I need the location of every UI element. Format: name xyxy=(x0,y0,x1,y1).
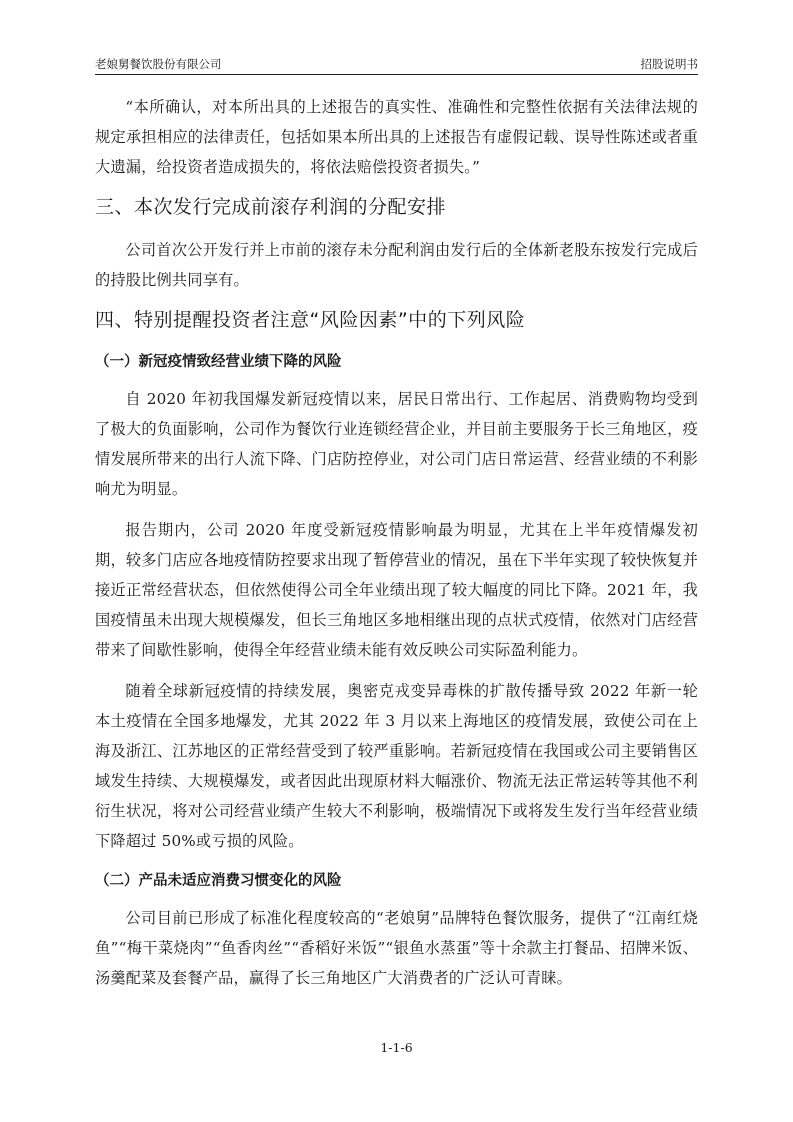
subsection-1-heading: （一）新冠疫情致经营业绩下降的风险 xyxy=(95,354,342,370)
section-4-heading: 四、特别提醒投资者注意“风险因素”中的下列风险 xyxy=(95,309,526,331)
page-number: 1-1-6 xyxy=(380,1040,413,1055)
subsection-1-paragraph-1: 自 2020 年初我国爆发新冠疫情以来，居民日常出行、工作起居、消费购物均受到了极大的负面影响，公司作为餐饮行业连锁经营企业，并目前主要服务于长三角地区，疫情发展所带来的出行人流下降、门店防控停业，对公司门店日常运营、经营业绩的不利影响尤为明显。 xyxy=(95,390,698,498)
section-3-paragraph: 公司首次公开发行并上市前的滚存未分配利润由发行后的全体新老股东按发行完成后的持股比例共同享有。 xyxy=(95,241,698,289)
section-3-heading: 三、本次发行完成前滚存利润的分配安排 xyxy=(95,196,447,218)
subsection-2-paragraph-1: 公司目前已形成了标准化程度较高的“老娘舅”品牌特色餐饮服务，提供了“江南红烧鱼”“梅干菜烧肉”“鱼香肉丝”“香稻好米饭”“银鱼水蒸蛋”等十余款主打餐品、招牌米饭、汤羹配菜及套餐产品，赢得了长三角地区广大消费者的广泛认可青睐。 xyxy=(95,909,698,987)
document-type: 招股说明书 xyxy=(640,57,698,71)
subsection-1-paragraph-2: 报告期内，公司 2020 年度受新冠疫情影响最为明显，尤其在上半年疫情爆发初期，较多门店应各地疫情防控要求出现了暂停营业的情况，虽在下半年实现了较快恢复并接近正常经营状态，但依然使得公司全年业绩出现了较大幅度的同比下降。2021 年，我国疫情虽未出现大规模爆发，但长三角地区多地相继出现的点状式疫情，依然对门店经营带来了间歇性影响，使得全年经营业绩未能有效反映公司实际盈利能力。 xyxy=(95,521,698,659)
document-body xyxy=(95,92,698,1004)
company-name: 老娘舅餐饮股份有限公司 xyxy=(95,57,222,71)
header-divider xyxy=(95,74,698,75)
page-header xyxy=(95,55,698,73)
subsection-2-heading: （二）产品未适应消费习惯变化的风险 xyxy=(95,873,342,889)
subsection-1-paragraph-3: 随着全球新冠疫情的持续发展，奥密克戎变异毒株的扩散传播导致 2022 年新一轮本土疫情在全国多地爆发，尤其 2022 年 3 月以来上海地区的疫情发展，致使公司在上海及浙江、江苏地区的正常经营受到了较严重影响。若新冠疫情在我国或公司主要销售区域发生持续、大规模爆发，或者因此出现原材料大幅涨价、物流无法正常运转等其他不利衍生状况，将对公司经营业绩产生较大不利影响，极端情况下或将发生发行当年经营业绩下降超过 50%或亏损的风险。 xyxy=(95,682,698,850)
quote-paragraph: “本所确认，对本所出具的上述报告的真实性、准确性和完整性依据有关法律法规的规定承担相应的法律责任，包括如果本所出具的上述报告有虚假记载、误导性陈述或者重大遗漏，给投资者造成损失的，将依法赔偿投资者损失。” xyxy=(95,98,698,176)
